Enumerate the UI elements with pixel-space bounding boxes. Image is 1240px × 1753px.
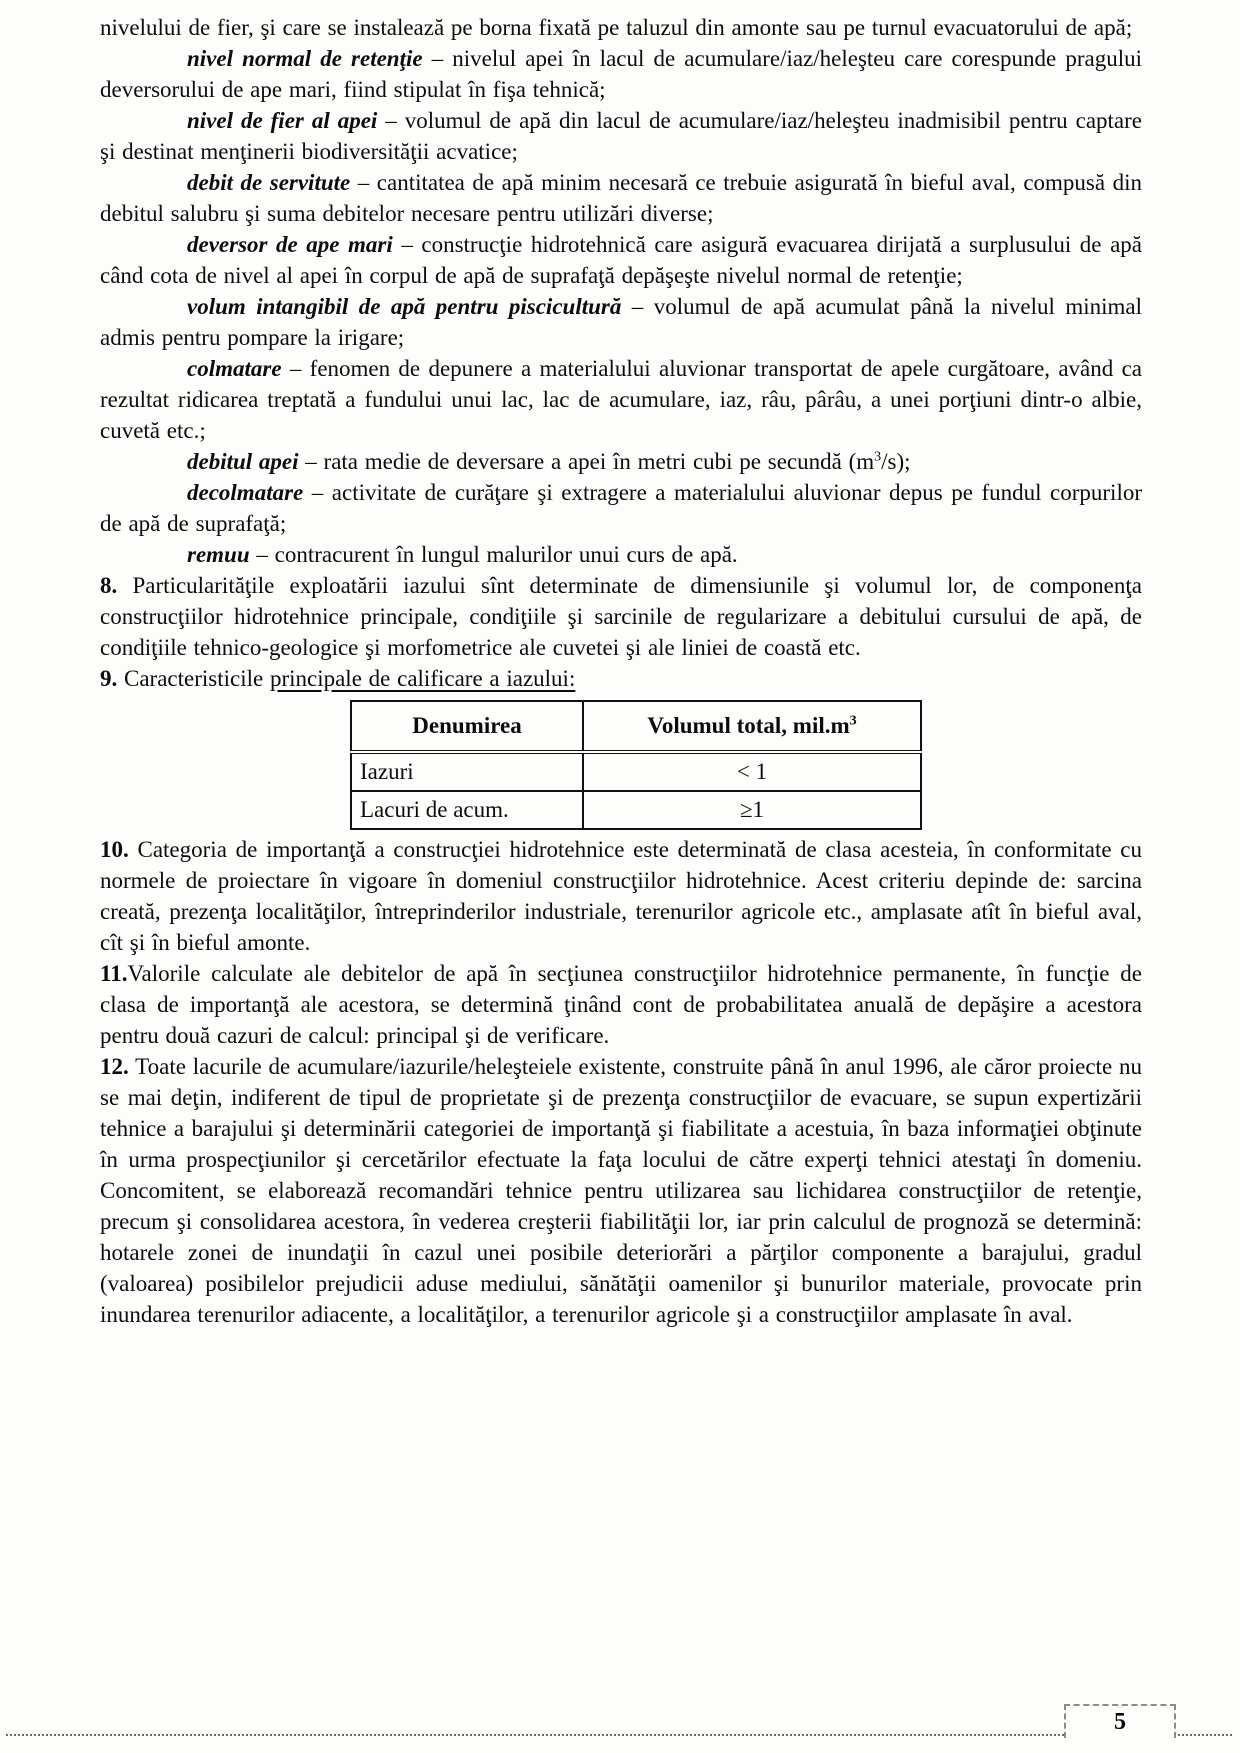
body-text-bottom [100,834,1142,1330]
item-number: 11. [100,961,128,986]
text-run: – construcţie hidrotehnică care asigură evacuarea dirijată a surplusului de apă când cota de nivel al apei în corpul de apă de suprafaţă depăşeşte nivelul normal de retenţie; [100,232,1142,288]
text-run: – fenomen de depunere a materialului aluvionar transportat de apele curgătoare, având ca rezultat ridicarea treptată a fundului unui lac, lac de acumulare, iaz, râu, pârâu, a unei porţiuni dintr-o albie, cuvetă etc.; [100,356,1142,443]
item-number: Volumul total, mil.m [647,713,850,738]
paragraph [100,539,1142,570]
text-run: – activitate de curăţare şi extragere a materialului aluvionar depus pe fundul corpurilor de apă de suprafaţă; [100,480,1142,536]
paragraph [100,43,1142,105]
text-run: principale de calificare a iazului: [269,666,576,691]
paragraph [100,105,1142,167]
text-run: 3 [849,713,857,729]
item-number: 9. [100,666,118,691]
text-run: Caracteristicile [117,666,270,691]
text-run: – contracurent în lungul malurilor unui curs de apă. [249,542,738,567]
paragraph [100,12,1142,43]
paragraph [100,353,1142,446]
table-body [351,752,921,829]
footer-dotted-line [6,1734,1232,1736]
definition-term: debit de servitute [187,170,351,195]
paragraph [100,663,1142,694]
definition-term: colmatare [187,356,282,381]
page-number: 5 [1114,1708,1126,1735]
item-number: 10. [100,837,129,862]
table-row [351,752,921,791]
text-run: – nivelul apei în lacul de acumulare/iaz/heleşteu care corespunde pragului deversorului de ape mari, fiind stipulat în fişa tehnică; [100,46,1142,102]
body-text-top [100,12,1142,694]
table-header-cell [583,701,921,752]
text-run: nivelului de fier, şi care se instalează pe borna fixată pe taluzul din amonte sau pe turnul evacuatorului de apă; [100,15,1133,40]
text-run: 3 [874,449,882,465]
definition-term: nivel de fier al apei [187,108,378,133]
text-run: – volumul de apă din lacul de acumulare/iaz/heleşteu inadmisibil pentru captare şi destinat menţinerii biodiversităţii acvatice; [100,108,1142,164]
paragraph [100,167,1142,229]
text-run: – cantitatea de apă minim necesară ce trebuie asigurată în bieful aval, compusă din debitul salubru şi suma debitelor necesare pentru utilizări diverse; [100,170,1142,226]
document-page [100,12,1142,1330]
volum-cell: < 1 [583,752,921,791]
text-run: Particularităţile exploatării iazului sînt determinate de dimensiunile şi volumul lor, de componenţa construcţiilor hidrotehnice principale, condiţiile şi sarcinile de regularizare a debitului cursului de apă, de condiţiile tehnico-geologice şi morfometrice ale cuvetei şi ale liniei de coastă etc. [100,573,1142,660]
denumirea-cell: Lacuri de acum. [351,791,583,829]
item-number: 8. [100,573,118,598]
paragraph [100,1051,1142,1330]
definition-term: nivel normal de retenţie [187,46,423,71]
text-run: Categoria de importanţă a construcţiei hidrotehnice este determinată de clasa acesteia, în conformitate cu normele de proiectare în vigoare în domeniul construcţiilor hidrotehnice. Acest criteriu depinde de: sarcina creată, prezenţa localităţilor, întreprinderilor industriale, terenurilor agricole etc., amplasate atît în bieful aval, cît şi în bieful amonte. [100,837,1142,955]
page-number-box [1064,1704,1176,1738]
paragraph [100,446,1142,477]
text-run: /s); [881,449,911,474]
paragraph [100,834,1142,958]
text-run: Valorile calculate ale debitelor de apă în secţiunea construcţiilor hidrotehnice permanente, în funcţie de clasa de importanţă ale acestora, se determină ţinând cont de probabilitatea anuală de depăşire a acestora pentru două cazuri de calcul: principal şi de verificare. [100,961,1142,1048]
text-run: – rata medie de deversare a apei în metri cubi pe secundă (m [298,449,875,474]
paragraph [100,229,1142,291]
paragraph [100,291,1142,353]
definition-term: deversor de ape mari [187,232,393,257]
classification-table [350,700,922,830]
paragraph [100,958,1142,1051]
text-run: Toate lacurile de acumulare/iazurile/heleşteiele existente, construite până în anul 1996, ale căror proiecte nu se mai deţin, indiferent de tipul de proprietate şi de prezenţa construcţiilor de evacuare, se supun expertizării tehnice a barajului şi determinării categoriei de importanţă şi fiabilitate a acestuia, în baza informaţiei obţinute în urma prospecţiunilor şi cercetărilor efectuate la faţa locului de către experţi tehnici atestaţi în domeniu. Concomitent, se elaborează recomandări tehnice pentru utilizarea sau lichidarea construcţiilor de retenţie, precum şi consolidarea acestora, în vederea creşterii fiabilităţii lor, iar prin calculul de prognoză se determină: hotarele zonei de inundaţii în cazul unei posibile deteriorări a părţilor componente a barajului, gradul (valoarea) posibilelor prejudicii aduse mediului, sănătăţii oamenilor şi bunurilor materiale, provocate prin inundarea terenurilor adiacente, a localităţilor, a terenurilor agricole şi a construcţiilor amplasate în aval. [100,1054,1142,1327]
definition-term: remuu [187,542,250,567]
paragraph [100,477,1142,539]
item-number: Denumirea [412,713,522,738]
volum-cell: ≥1 [583,791,921,829]
definition-term: decolmatare [187,480,304,505]
table-header-row [351,701,921,752]
definition-term: volum intangibil de apă pentru piscicultură [187,294,622,319]
definition-term: debitul apei [187,449,299,474]
item-number: 12. [100,1054,129,1079]
table-row [351,791,921,829]
denumirea-cell: Iazuri [351,752,583,791]
paragraph [100,570,1142,663]
text-run: – volumul de apă acumulat până la nivelul minimal admis pentru pompare la irigare; [100,294,1142,350]
table-header-cell [351,701,583,752]
